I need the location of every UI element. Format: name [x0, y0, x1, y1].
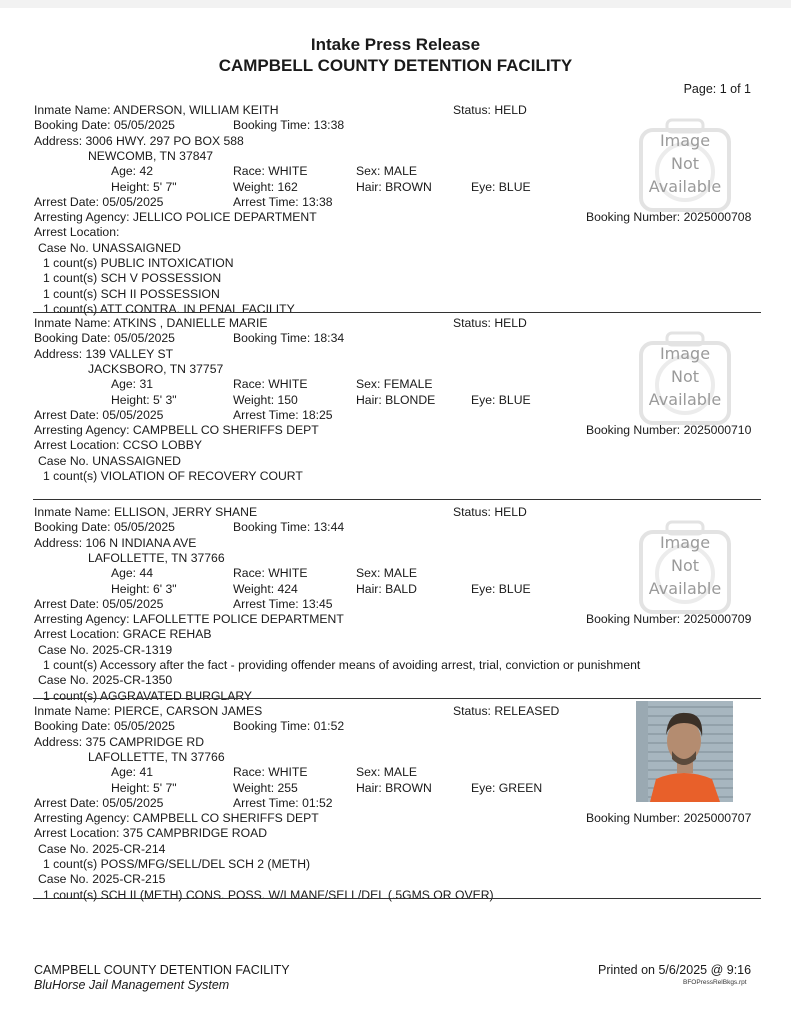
address-label: Address: — [34, 134, 83, 148]
height-label: Height: — [111, 180, 150, 194]
arresting-agency-label: Arresting Agency: — [34, 423, 130, 437]
placeholder-text-line3: Available — [648, 579, 722, 598]
arrest-time — [233, 195, 333, 210]
arrest-date — [34, 408, 163, 423]
case-number-label: Case No. — [38, 673, 89, 687]
charge-line: 1 count(s) POSS/MFG/SELL/DEL SCH 2 (METH) — [43, 857, 311, 871]
race-label: Race: — [233, 377, 265, 391]
hair-value: BALD — [385, 582, 417, 596]
hair — [356, 582, 417, 597]
race — [233, 377, 308, 392]
eye — [471, 582, 531, 597]
inmate-record — [0, 505, 791, 705]
booking-date — [34, 520, 175, 535]
inmate-name-label: Inmate Name: — [34, 103, 111, 117]
case-number-value: 2025-CR-214 — [92, 842, 166, 856]
placeholder-text-line3: Available — [648, 390, 722, 409]
arresting-agency — [34, 423, 319, 438]
booking-number-label: Booking Number: — [586, 423, 681, 437]
footer-facility: CAMPBELL COUNTY DETENTION FACILITY — [34, 963, 290, 977]
sex-label: Sex: — [356, 566, 381, 580]
case-number — [38, 241, 181, 256]
eye-value: BLUE — [498, 582, 531, 596]
sex-value: MALE — [383, 765, 417, 779]
booking-time — [233, 520, 344, 535]
facility-name: CAMPBELL COUNTY DETENTION FACILITY — [218, 56, 573, 75]
placeholder-text-line2: Not — [670, 154, 700, 173]
weight-label: Weight: — [233, 393, 275, 407]
weight-value: 150 — [277, 393, 298, 407]
age-value: 44 — [139, 566, 154, 580]
hair-label: Hair: — [356, 180, 382, 194]
age-label: Age: — [111, 164, 137, 178]
charge-line: 1 count(s) PUBLIC INTOXICATION — [43, 256, 234, 270]
address — [34, 536, 196, 551]
age — [111, 566, 153, 581]
height-value: 5' 7" — [153, 781, 177, 795]
inmate-name-label: Inmate Name: — [34, 505, 111, 519]
arrest-location-label: Arrest Location: — [34, 826, 120, 840]
arrest-location — [34, 627, 211, 642]
address-value: 3006 HWY. 297 PO BOX 588 — [85, 134, 244, 148]
inmate-name — [34, 103, 279, 118]
booking-time-label: Booking Time: — [233, 520, 311, 534]
charge-line: 1 count(s) SCH II (METH) CONS. POSS. W/I MANF/SELL/DEL (.5GMS OR OVER) — [43, 888, 494, 902]
status-value: RELEASED — [494, 704, 560, 718]
booking-number-label: Booking Number: — [586, 811, 681, 825]
placeholder-text-line1: Image — [659, 533, 711, 552]
arrest-date-value: 05/05/2025 — [102, 408, 164, 422]
inmate-name-value: ELLISON, JERRY SHANE — [113, 505, 258, 519]
sex-label: Sex: — [356, 377, 381, 391]
arresting-agency-label: Arresting Agency: — [34, 811, 130, 825]
race-value: WHITE — [268, 765, 308, 779]
placeholder-text-line2: Not — [670, 367, 700, 386]
arrest-time-value: 01:52 — [302, 796, 333, 810]
height-value: 5' 7" — [153, 180, 177, 194]
placeholder-text-line3: Available — [648, 177, 722, 196]
address-value: 106 N INDIANA AVE — [85, 536, 197, 550]
booking-date-label: Booking Date: — [34, 118, 111, 132]
page-number: Page: 1 of 1 — [683, 82, 751, 96]
placeholder-text-line2: Not — [670, 556, 700, 575]
booking-time-label: Booking Time: — [233, 719, 311, 733]
address-city: LAFOLLETTE, TN 37766 — [88, 750, 225, 764]
hair-label: Hair: — [356, 781, 382, 795]
eye-value: BLUE — [498, 180, 531, 194]
status — [453, 505, 527, 520]
booking-number-value: 2025000707 — [683, 811, 752, 825]
top-bar — [0, 0, 791, 8]
eye — [471, 393, 531, 408]
booking-number — [586, 811, 751, 826]
arresting-agency-value: JELLICO POLICE DEPARTMENT — [132, 210, 317, 224]
eye-label: Eye: — [471, 781, 496, 795]
sex — [356, 566, 417, 581]
arrest-time-value: 13:45 — [302, 597, 333, 611]
status-value: HELD — [494, 505, 527, 519]
status — [453, 103, 527, 118]
charge-line: 1 count(s) ATT CONTRA. IN PENAL FACILITY — [43, 302, 295, 316]
sex-value: MALE — [383, 566, 417, 580]
address-value: 375 CAMPRIDGE RD — [85, 735, 205, 749]
footer-system: BluHorse Jail Management System — [34, 978, 230, 992]
booking-number-value: 2025000708 — [683, 210, 752, 224]
booking-time-value: 13:38 — [313, 118, 345, 132]
inmate-record — [0, 316, 791, 516]
arrest-location-value: 375 CAMPBRIDGE ROAD — [122, 826, 268, 840]
weight — [233, 781, 298, 796]
inmate-name — [34, 316, 267, 331]
booking-date-value: 05/05/2025 — [113, 331, 175, 345]
arrest-date-label: Arrest Date: — [34, 195, 100, 209]
inmate-record — [0, 704, 791, 904]
arrest-location-value: CCSO LOBBY — [122, 438, 202, 452]
address-label: Address: — [34, 347, 83, 361]
booking-time-value: 01:52 — [313, 719, 345, 733]
placeholder-text-line1: Image — [659, 131, 711, 150]
height — [111, 582, 177, 597]
case-number — [38, 454, 181, 469]
eye — [471, 180, 531, 195]
booking-date-label: Booking Date: — [34, 520, 111, 534]
hair — [356, 393, 435, 408]
arresting-agency-value: CAMPBELL CO SHERIFFS DEPT — [132, 423, 319, 437]
record-divider — [33, 312, 761, 313]
arrest-time-value: 18:25 — [302, 408, 333, 422]
case-number-value: UNASSAIGNED — [92, 241, 181, 255]
address-label: Address: — [34, 735, 83, 749]
booking-date-value: 05/05/2025 — [113, 520, 175, 534]
arrest-time-value: 13:38 — [302, 195, 333, 209]
footer-printed-date: Printed on 5/6/2025 @ 9:16 — [598, 963, 752, 977]
image-not-available-placeholder — [637, 518, 733, 618]
booking-time-value: 18:34 — [313, 331, 345, 345]
charge-line: 1 count(s) SCH V POSSESSION — [43, 271, 222, 285]
case-number-value: 2025-CR-1319 — [92, 643, 173, 657]
height-label: Height: — [111, 781, 150, 795]
age-value: 42 — [139, 164, 154, 178]
case-number-label: Case No. — [38, 872, 89, 886]
case-number-value: UNASSAIGNED — [92, 454, 181, 468]
inmate-name-label: Inmate Name: — [34, 316, 111, 330]
arrest-date-label: Arrest Date: — [34, 408, 100, 422]
sex — [356, 164, 417, 179]
charge-line: 1 count(s) AGGRAVATED BURGLARY — [43, 689, 253, 703]
arrest-location-label: Arrest Location: — [34, 627, 120, 641]
height-label: Height: — [111, 582, 150, 596]
inmate-photo — [636, 701, 733, 802]
case-number-label: Case No. — [38, 241, 89, 255]
arrest-date-label: Arrest Date: — [34, 796, 100, 810]
age-value: 41 — [139, 765, 154, 779]
eye-label: Eye: — [471, 180, 496, 194]
inmate-name-value: PIERCE, CARSON JAMES — [113, 704, 263, 718]
status — [453, 316, 527, 331]
arrest-location — [34, 225, 119, 240]
status-label: Status: — [453, 316, 491, 330]
charge-line: 1 count(s) Accessory after the fact - providing offender means of avoiding arrest, trial, conviction or punishment — [43, 658, 641, 672]
booking-time-label: Booking Time: — [233, 331, 311, 345]
case-number — [38, 872, 165, 887]
hair-value: BROWN — [385, 180, 432, 194]
booking-date — [34, 331, 175, 346]
status — [453, 704, 559, 719]
placeholder-text-line1: Image — [659, 344, 711, 363]
arrest-date-value: 05/05/2025 — [102, 796, 164, 810]
address-label: Address: — [34, 536, 83, 550]
arresting-agency-label: Arresting Agency: — [34, 210, 130, 224]
booking-number-label: Booking Number: — [586, 612, 681, 626]
record-divider — [33, 698, 761, 699]
inmate-photo-frame — [636, 701, 733, 802]
arresting-agency — [34, 210, 317, 225]
booking-time — [233, 118, 344, 133]
hair — [356, 180, 432, 195]
sex-label: Sex: — [356, 164, 381, 178]
race-value: WHITE — [268, 377, 308, 391]
age-value: 31 — [139, 377, 154, 391]
arrest-location — [34, 438, 202, 453]
arrest-location-label: Arrest Location: — [34, 225, 120, 239]
status-label: Status: — [453, 103, 491, 117]
arresting-agency-value: LAFOLLETTE POLICE DEPARTMENT — [132, 612, 344, 626]
race-label: Race: — [233, 566, 265, 580]
height — [111, 393, 177, 408]
hair-label: Hair: — [356, 582, 382, 596]
arrest-time-label: Arrest Time: — [233, 597, 299, 611]
booking-date-label: Booking Date: — [34, 331, 111, 345]
status-value: HELD — [494, 103, 527, 117]
weight-label: Weight: — [233, 582, 275, 596]
booking-number-label: Booking Number: — [586, 210, 681, 224]
eye-label: Eye: — [471, 393, 496, 407]
hair — [356, 781, 432, 796]
booking-date-value: 05/05/2025 — [113, 719, 175, 733]
charge-line: 1 count(s) SCH II POSSESSION — [43, 287, 220, 301]
age-label: Age: — [111, 377, 137, 391]
booking-time — [233, 719, 344, 734]
sex-value: FEMALE — [383, 377, 433, 391]
hair-value: BROWN — [385, 781, 432, 795]
arresting-agency-label: Arresting Agency: — [34, 612, 130, 626]
sex-value: MALE — [383, 164, 417, 178]
weight-value: 255 — [277, 781, 298, 795]
case-number — [38, 842, 165, 857]
booking-date-label: Booking Date: — [34, 719, 111, 733]
booking-time-value: 13:44 — [313, 520, 345, 534]
race-value: WHITE — [268, 164, 308, 178]
age — [111, 377, 153, 392]
arrest-location-label: Arrest Location: — [34, 438, 120, 452]
weight-value: 162 — [277, 180, 298, 194]
age — [111, 164, 153, 179]
inmate-name-label: Inmate Name: — [34, 704, 111, 718]
case-number — [38, 673, 172, 688]
height-value: 6' 3" — [153, 582, 177, 596]
sex — [356, 377, 433, 392]
arrest-date — [34, 195, 163, 210]
arrest-location — [34, 826, 267, 841]
inmate-name-value: ANDERSON, WILLIAM KEITH — [113, 103, 279, 117]
address — [34, 347, 173, 362]
arrest-time-label: Arrest Time: — [233, 408, 299, 422]
weight — [233, 582, 298, 597]
arresting-agency — [34, 612, 344, 627]
address-city: LAFOLLETTE, TN 37766 — [88, 551, 225, 565]
arrest-date — [34, 796, 163, 811]
address — [34, 735, 204, 750]
height-value: 5' 3" — [153, 393, 177, 407]
arrest-time-label: Arrest Time: — [233, 796, 299, 810]
weight-label: Weight: — [233, 781, 275, 795]
sex-label: Sex: — [356, 765, 381, 779]
case-number-value: 2025-CR-215 — [92, 872, 166, 886]
race — [233, 164, 308, 179]
booking-date-value: 05/05/2025 — [113, 118, 175, 132]
inmate-name — [34, 704, 262, 719]
weight-value: 424 — [277, 582, 298, 596]
status-label: Status: — [453, 704, 491, 718]
age-label: Age: — [111, 566, 137, 580]
hair-label: Hair: — [356, 393, 382, 407]
booking-date — [34, 118, 175, 133]
booking-number-value: 2025000709 — [683, 612, 752, 626]
eye — [471, 781, 542, 796]
address-value: 139 VALLEY ST — [85, 347, 174, 361]
booking-date — [34, 719, 175, 734]
hair-value: BLONDE — [385, 393, 436, 407]
arrest-time — [233, 597, 333, 612]
booking-time — [233, 331, 344, 346]
weight-label: Weight: — [233, 180, 275, 194]
arrest-date-value: 05/05/2025 — [102, 597, 164, 611]
arrest-time-label: Arrest Time: — [233, 195, 299, 209]
eye-value: BLUE — [498, 393, 531, 407]
race — [233, 765, 308, 780]
race-label: Race: — [233, 765, 265, 779]
arresting-agency-value: CAMPBELL CO SHERIFFS DEPT — [132, 811, 319, 825]
inmate-name-value: ATKINS , DANIELLE MARIE — [113, 316, 268, 330]
weight — [233, 393, 298, 408]
case-number-value: 2025-CR-1350 — [92, 673, 173, 687]
case-number-label: Case No. — [38, 454, 89, 468]
address-city: NEWCOMB, TN 37847 — [88, 149, 214, 163]
booking-number-value: 2025000710 — [683, 423, 752, 437]
record-divider — [33, 898, 761, 899]
footer-report-name: BFOPressRelBkgs.rpt — [683, 979, 747, 986]
arrest-date-value: 05/05/2025 — [102, 195, 164, 209]
age-label: Age: — [111, 765, 137, 779]
arrest-time — [233, 796, 333, 811]
race — [233, 566, 308, 581]
status-value: HELD — [494, 316, 527, 330]
document-title: Intake Press Release — [310, 35, 481, 54]
eye-value: GREEN — [498, 781, 543, 795]
case-number-label: Case No. — [38, 842, 89, 856]
booking-time-label: Booking Time: — [233, 118, 311, 132]
charge-line: 1 count(s) VIOLATION OF RECOVERY COURT — [43, 469, 303, 483]
sex — [356, 765, 417, 780]
case-number — [38, 643, 172, 658]
arrest-date-label: Arrest Date: — [34, 597, 100, 611]
arrest-time — [233, 408, 333, 423]
image-not-available-placeholder — [637, 329, 733, 429]
record-divider — [33, 499, 761, 500]
weight — [233, 180, 298, 195]
height — [111, 180, 177, 195]
image-not-available-placeholder — [637, 116, 733, 216]
arrest-date — [34, 597, 163, 612]
arrest-location-value: GRACE REHAB — [122, 627, 212, 641]
inmate-name — [34, 505, 257, 520]
address-city: JACKSBORO, TN 37757 — [88, 362, 224, 376]
age — [111, 765, 153, 780]
height-label: Height: — [111, 393, 150, 407]
inmate-record — [0, 103, 791, 316]
height — [111, 781, 177, 796]
race-value: WHITE — [268, 566, 308, 580]
eye-label: Eye: — [471, 582, 496, 596]
address — [34, 134, 244, 149]
case-number-label: Case No. — [38, 643, 89, 657]
race-label: Race: — [233, 164, 265, 178]
status-label: Status: — [453, 505, 491, 519]
arresting-agency — [34, 811, 319, 826]
